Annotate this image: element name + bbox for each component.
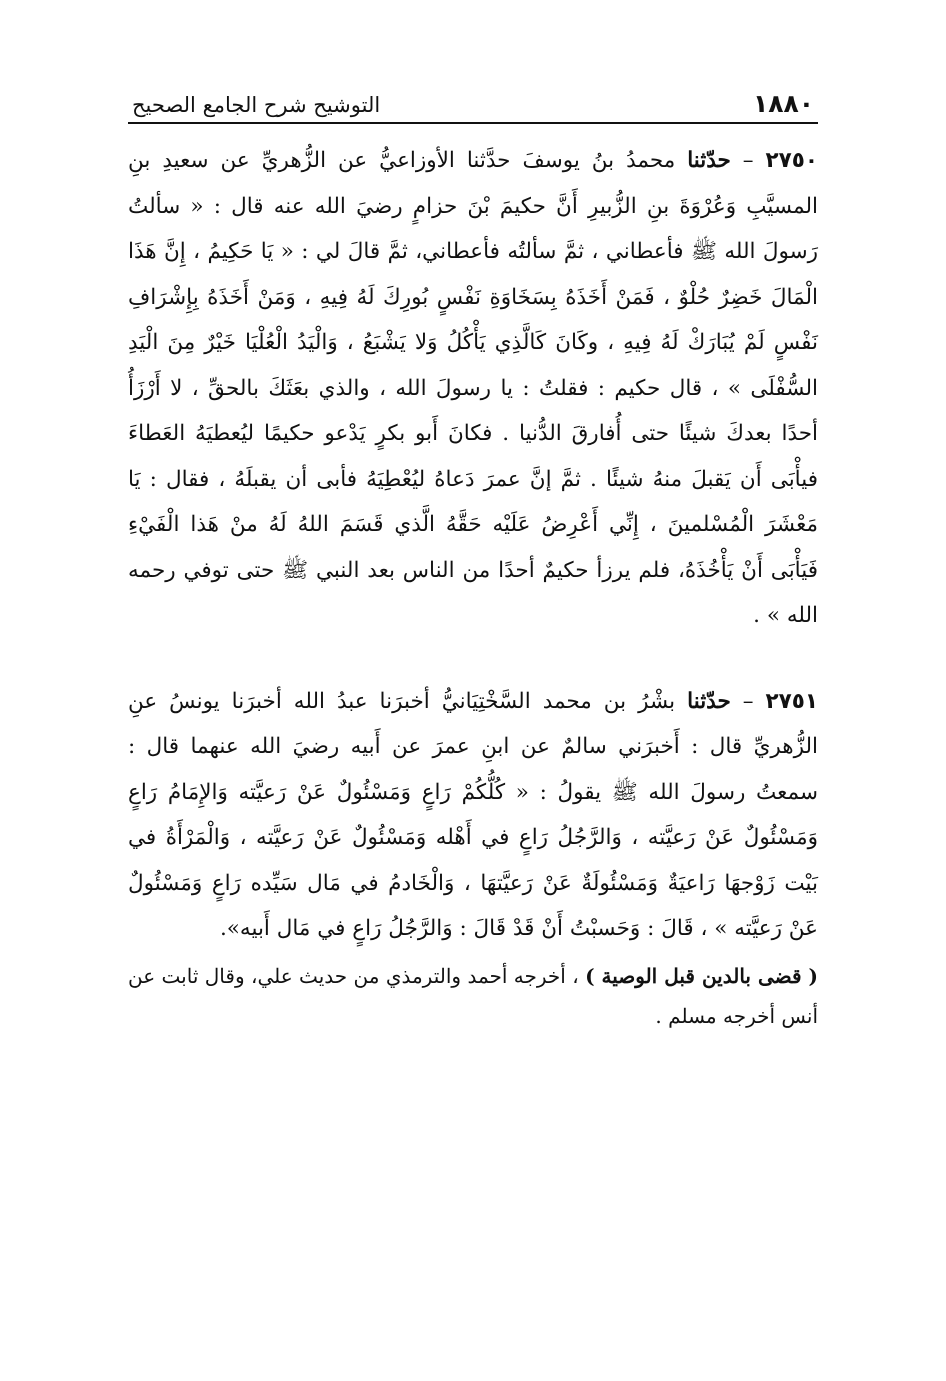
hadith-text: محمدُ بنُ يوسفَ حدَّثنا الأوزاعيُّ عن الزُّهريِّ عن سعيدِ بنِ المسيَّبِ وَعُرْوَةَ بنِ الزُّبيرِ أَنَّ حكيمَ بْنَ حزامٍ رضيَ الله عنه قال : « سألتُ رَسولَ الله ﷺ فأعطاني ، ثمَّ سألتُه فأعطاني، ثمَّ قالَ لي : « يَا حَكِيمُ ، إِنَّ هَذَا الْمَالَ خَضِرٌ حُلْوٌ ، فَمَنْ أَخَذَهُ بِسَخَاوَةِ نَفْسٍ بُورِكَ لَهُ فِيهِ ، وَمَنْ أَخَذَهُ بِإِشْرَافِ نَفْسٍ لَمْ يُبَارَكْ لَهُ فِيهِ ، وكَانَ كَالَّذِي يَأْكُلُ وَلا يَشْبَعُ ، وَالْيَدُ الْعُلْيَا خَيْرٌ مِنَ الْيَدِ السُّفْلَى » ، قال حكيم : فقلتُ : يا رسولَ الله ، والذي بعَثَكَ بالحقِّ ، لا أَرْزَأُ أحدًا بعدكَ شيئًا حتى أُفارقَ الدُّنيا . فكانَ أَبو بكرٍ يَدْعو حكيمًا ليُعطيَهُ العَطاءَ فيأْبَى أَن يَقبلَ منهُ شيئًا . ثمَّ إنَّ عمرَ دَعاهُ ليُعْطِيَهُ فأبى أن يقبلَهُ ، فقال : يَا مَعْشَرَ الْمُسْلمينَ ، إِنِّي أَعْرِضُ عَلَيْه حَقَّهُ الَّذي قَسَمَ اللهُ لَهُ منْ هَذا الْفَيْءِ فَيَأْبَى أَنْ يَأْخُذَهُ، فلم يرزأ حكيمٌ أحدًا من الناس بعد النبي ﷺ حتى توفي رحمه الله » . xyxy=(128,148,818,628)
hadith-opener: حدّثنا xyxy=(687,688,731,714)
hadith-opener: حدّثنا xyxy=(687,148,731,173)
running-header xyxy=(128,78,818,124)
body-text xyxy=(128,138,818,1036)
hadith-dash: – xyxy=(730,148,766,173)
hadith-2750 xyxy=(128,138,818,639)
page-number: ١٨٨٠ xyxy=(752,89,814,118)
hadith-number: ٢٧٥١ xyxy=(765,688,818,714)
hadith-text: بشْرُ بن محمد السَّخْتِيَانيُّ أخبرَنا عبدُ الله أخبرَنا يونسُ عنِ الزُّهريِّ قال : أَخبرَني سالمٌ عن ابنِ عمرَ عن أَبيه رضيَ الله عنهما قال : سمعتُ رسولَ الله ﷺ يقولُ : « كُلُّكُمْ رَاعٍ وَمَسْئُولٌ عَنْ رَعيَّته وَالإِمَامُ رَاعٍ وَمَسْئُولٌ عَنْ رَعيَّته ، وَالرَّجُلُ رَاعٍ في أَهْله وَمَسْئُولٌ عَنْ رَعيَّته ، وَالْمَرْأَةُ في بَيْت زَوْجهَا رَاعيَةٌ وَمَسْئُولَةٌ عَنْ رَعيَّتهَا ، وَالْخَادمُ في مَال سَيِّده رَاعٍ وَمَسْئُولٌ عَنْ رَعيَّته » ، قَالَ : وَحَسبْتُ أَنْ قَدْ قَالَ : وَالرَّجُلُ رَاعٍ في مَال أَبيه». xyxy=(128,688,818,941)
book-title: التوشيح شرح الجامع الصحيح xyxy=(132,93,381,117)
note-title: ( قضى بالدين قبل الوصية ) xyxy=(585,963,818,988)
hadith-dash: – xyxy=(730,688,766,714)
hadith-number: ٢٧٥٠ xyxy=(765,148,818,173)
note-text: ، أخرجه أحمد والترمذي من حديث علي، وقال ثابت عن أنس أخرجه مسلم . xyxy=(128,963,818,1028)
chapter-note xyxy=(128,956,818,1036)
hadith-2751 xyxy=(128,679,818,952)
